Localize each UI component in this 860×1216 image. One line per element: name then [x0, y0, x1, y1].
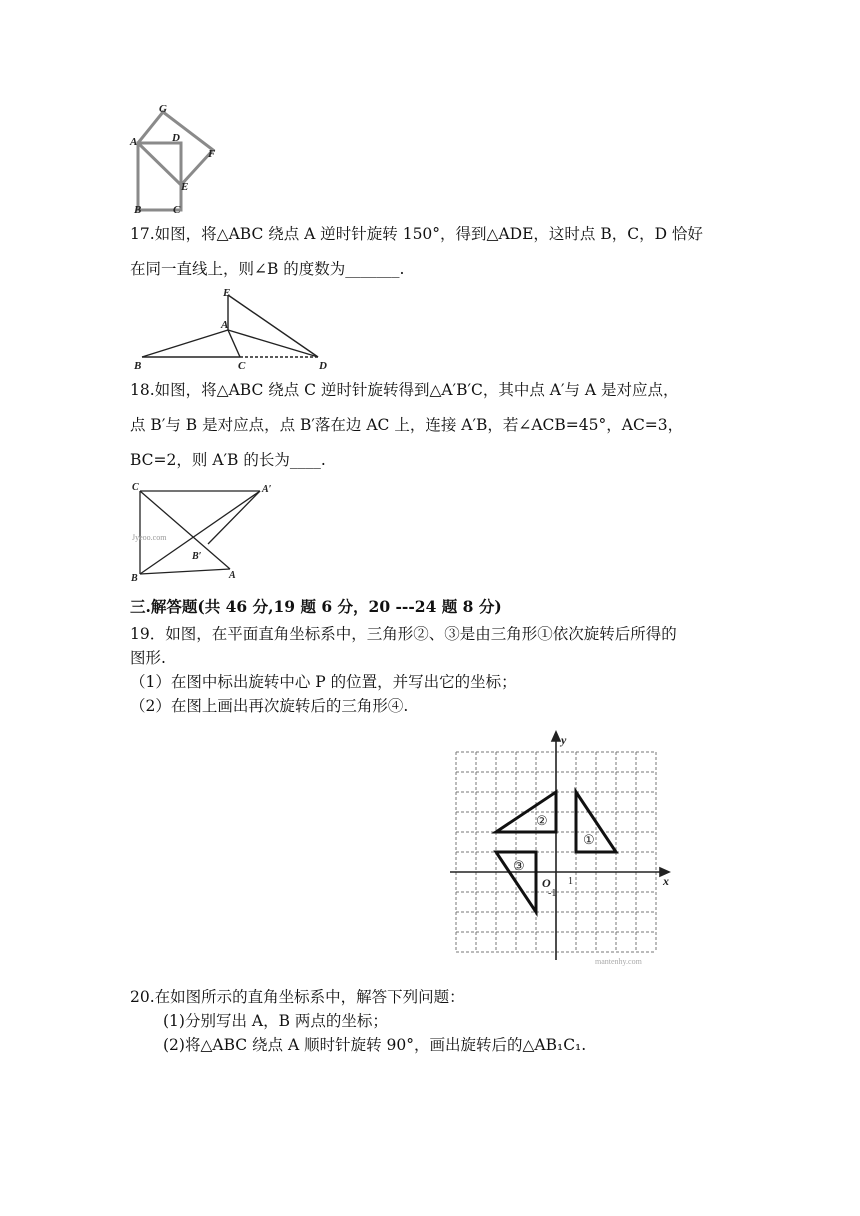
label-g: G	[159, 103, 167, 115]
q18-line-1: 18.如图，将△ABC 绕点 C 逆时针旋转得到△A′B′C，其中点 A′与 A 是对应点，	[130, 381, 679, 399]
label-b: B	[134, 360, 142, 372]
triangle-3-label: ③	[513, 858, 525, 873]
label-d: D	[319, 360, 327, 372]
figure-q17-triangles	[132, 283, 342, 373]
figure-squares	[128, 100, 228, 220]
q20-part-2: (2)将△ABC 绕点 A 顺时针旋转 90°，画出旋转后的△AB₁C₁.	[163, 1036, 587, 1054]
q19-line-2: 图形.	[130, 649, 166, 667]
q17-line-1: 17.如图，将△ABC 绕点 A 逆时针旋转 150°，得到△ADE，这时点 B，C，D 恰好	[130, 225, 703, 243]
triangle-2-label: ②	[536, 813, 548, 828]
label-e: E	[181, 181, 189, 193]
q17-line-2: 在同一直线上，则∠B 的度数为_______.	[130, 260, 405, 278]
axis-y-label: y	[561, 733, 567, 747]
figure-q18-rotation	[128, 480, 288, 585]
q18-line-3: BC=2，则 A′B 的长为____.	[130, 451, 326, 469]
label-a: A	[229, 570, 236, 581]
label-c: C	[132, 482, 139, 493]
q20-part-1: (1)分别写出 A，B 两点的坐标；	[163, 1012, 388, 1030]
label-d: D	[172, 132, 180, 144]
label-f: F	[208, 148, 216, 160]
figure-q19-coordinate-grid	[445, 730, 675, 970]
section-3-title: 三.解答题(共 46 分,19 题 6 分，20 ---24 题 8 分)	[130, 597, 502, 616]
label-b-prime: B′	[192, 551, 202, 562]
triangle-1-label: ①	[583, 832, 595, 847]
label-a-prime: A′	[262, 484, 272, 495]
q19-part-2: （2）在图上画出再次旋转后的三角形④.	[130, 697, 409, 715]
watermark-jyeoo: Jyeoo.com	[132, 533, 167, 542]
watermark-q19: mantenhy.com	[595, 957, 642, 966]
label-b: B	[131, 573, 138, 584]
tick-1-label: 1	[568, 876, 573, 887]
label-e: E	[223, 287, 231, 299]
label-a: A	[221, 319, 229, 331]
label-c: C	[238, 360, 246, 372]
label-c: C	[173, 204, 181, 216]
origin-label: O	[542, 876, 551, 890]
label-a: A	[130, 136, 138, 148]
q18-line-2: 点 B′与 B 是对应点，点 B′落在边 AC 上，连接 A′B，若∠ACB=45°，AC=3，	[130, 416, 684, 434]
q20-line-1: 20.在如图所示的直角坐标系中，解答下列问题：	[130, 988, 465, 1006]
q19-part-1: （1）在图中标出旋转中心 P 的位置，并写出它的坐标；	[130, 673, 517, 691]
q19-line-1: 19．如图，在平面直角坐标系中，三角形②、③是由三角形①依次旋转后所得的	[130, 625, 677, 643]
label-b: B	[134, 204, 142, 216]
axis-x-label: x	[663, 874, 669, 888]
tick-neg1-label: -1	[548, 888, 557, 899]
